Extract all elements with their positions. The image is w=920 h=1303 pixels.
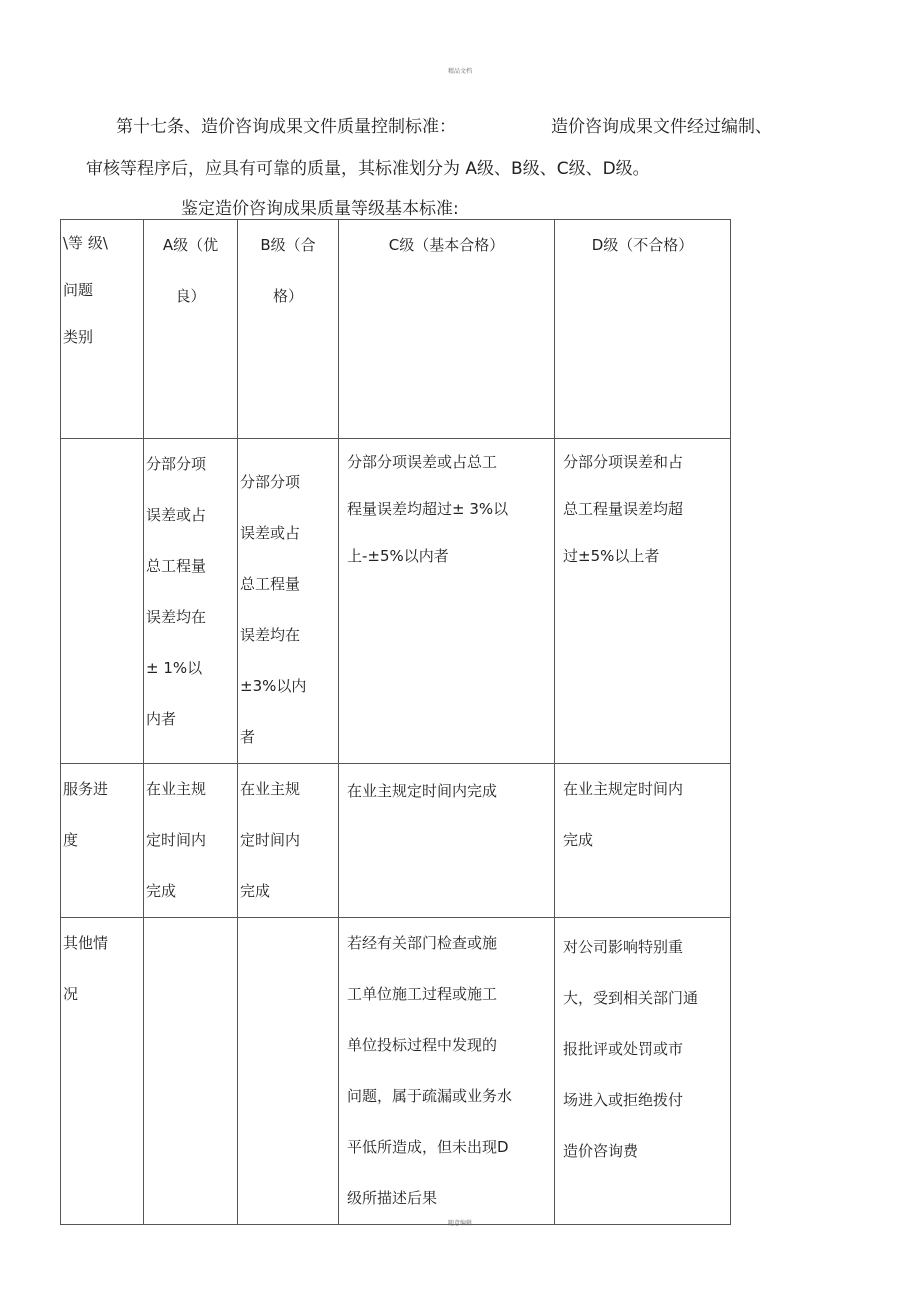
table-header-row xyxy=(61,220,731,439)
quality-grade-table xyxy=(60,219,731,1225)
cell-grade-a xyxy=(144,918,238,1225)
header-grade-b: B级（合 格） xyxy=(238,220,339,439)
table-row-schedule xyxy=(61,764,731,918)
row-category-cell: 其他情 况 xyxy=(61,918,144,1225)
cell-grade-b xyxy=(238,918,339,1225)
cell-grade-c: 若经有关部门检查或施 工单位施工过程或施工 单位投标过程中发现的 问题，属于疏漏或业务水 平低所造成，但未出现D 级所描述后果 xyxy=(339,918,555,1225)
intro-line2-text: 审核等程序后，应具有可靠的质量，其标准划分为 A级、B级、C级、D级。 xyxy=(86,159,650,179)
intro-line1-title: 第十七条、造价咨询成果文件质量控制标准： xyxy=(116,117,456,137)
table-row-other xyxy=(61,918,731,1225)
table-caption: 鉴定造价咨询成果质量等级基本标准: xyxy=(181,199,459,219)
cell-grade-c: 分部分项误差或占总工 程量误差均超过± 3%以 上-±5%以内者 xyxy=(339,439,555,764)
cell-grade-a: 分部分项 误差或占 总工程量 误差均在 ± 1%以 内者 xyxy=(144,439,238,764)
cell-grade-b: 在业主规 定时间内 完成 xyxy=(238,764,339,918)
row-category-cell xyxy=(61,439,144,764)
row-category-cell: 服务进 度 xyxy=(61,764,144,918)
cell-grade-d: 对公司影响特别重 大，受到相关部门通 报批评或处罚或市 场进入或拒绝拨付 造价咨询费 xyxy=(555,918,731,1225)
header-grade-c: C级（基本合格） xyxy=(339,220,555,439)
cell-grade-d: 在业主规定时间内 完成 xyxy=(555,764,731,918)
header-grade-d: D级（不合格） xyxy=(555,220,731,439)
cell-grade-c: 在业主规定时间内完成 xyxy=(339,764,555,918)
corner-header-cell: \等 级\ 问题 类别 xyxy=(61,220,144,439)
page-header-note: 精品文档 xyxy=(447,68,472,75)
header-grade-a: A级（优 良） xyxy=(144,220,238,439)
cell-grade-d: 分部分项误差和占 总工程量误差均超 过±5%以上者 xyxy=(555,439,731,764)
intro-line1-text: 造价咨询成果文件经过编制、 xyxy=(551,117,772,137)
page-footer-note: 随意编辑 xyxy=(447,1220,472,1227)
table-row-accuracy xyxy=(61,439,731,764)
cell-grade-a: 在业主规 定时间内 完成 xyxy=(144,764,238,918)
cell-grade-b: 分部分项 误差或占 总工程量 误差均在 ±3%以内 者 xyxy=(238,439,339,764)
